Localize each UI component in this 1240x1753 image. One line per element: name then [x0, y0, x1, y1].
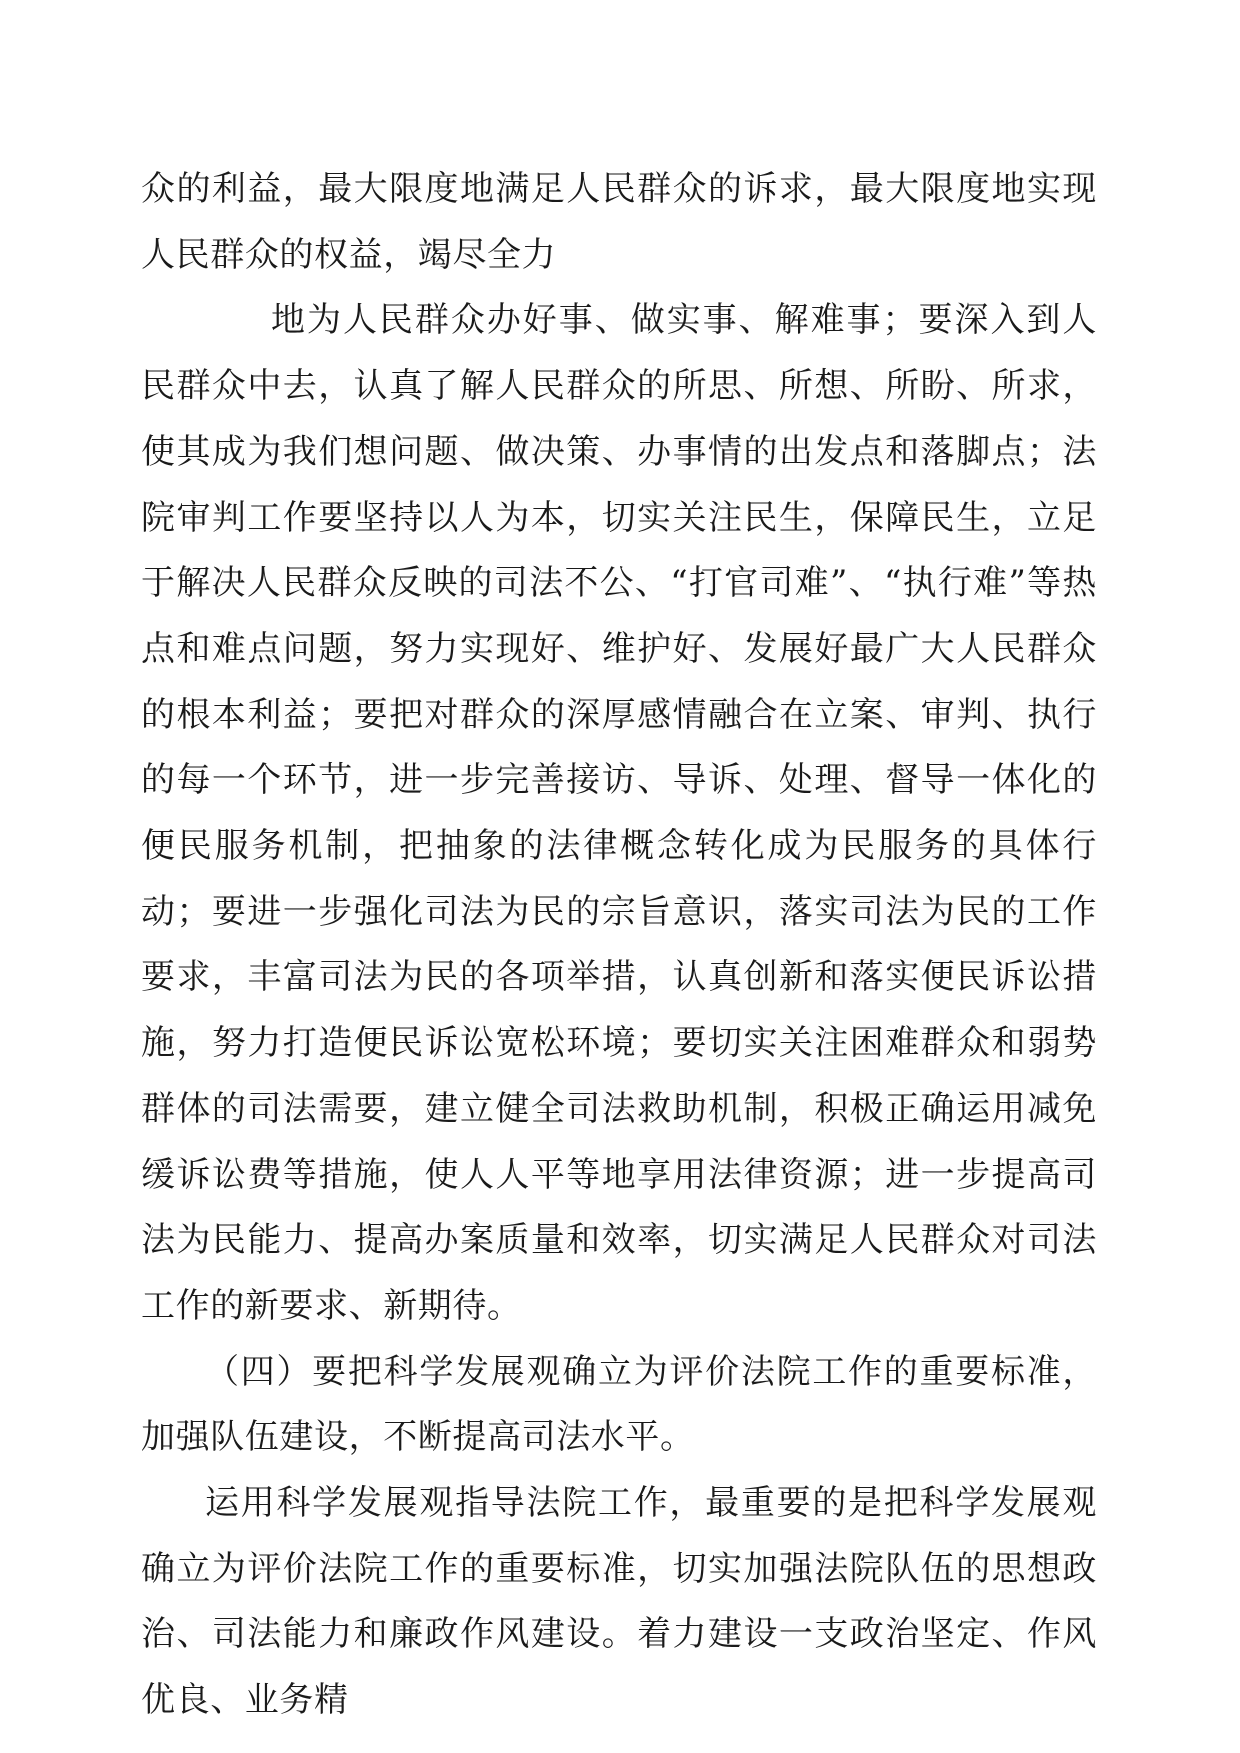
- paragraph-people-service: 地为人民群众办好事、做实事、解难事；要深入到人民群众中去，认真了解人民群众的所思、所想、所盼、所求，使其成为我们想问题、做决策、办事情的出发点和落脚点；法院审判工作要坚持以人为本，切实关注民生，保障民生，立足于解决人民群众反映的司法不公、“打官司难”、“执行难”等热点和难点问题，努力实现好、维护好、发展好最广大人民群众的根本利益；要把对群众的深厚感情融合在立案、审判、执行的每一个环节，进一步完善接访、导诉、处理、督导一体化的便民服务机制，把抽象的法律概念转化成为民服务的具体行动；要进一步强化司法为民的宗旨意识，落实司法为民的工作要求，丰富司法为民的各项举措，认真创新和落实便民诉讼措施，努力打造便民诉讼宽松环境；要切实关注困难群众和弱势群体的司法需要，建立健全司法救助机制，积极正确运用减免缓诉讼费等措施，使人人平等地享用法律资源；进一步提高司法为民能力、提高办案质量和效率，切实满足人民群众对司法工作的新要求、新期待。: [141, 300, 1097, 1326]
- document-body: [141, 157, 1097, 1734]
- section-heading-four: （四）要把科学发展观确立为评价法院工作的重要标准，加强队伍建设，不断提高司法水平。: [141, 1351, 1097, 1458]
- paragraph-continuation: 众的利益，最大限度地满足人民群众的诉求，最大限度地实现人民群众的权益，竭尽全力: [141, 169, 1097, 275]
- paragraph-scientific-development: 运用科学发展观指导法院工作，最重要的是把科学发展观确立为评价法院工作的重要标准，切实加强法院队伍的思想政治、司法能力和廉政作风建设。着力建设一支政治坚定、作风优良、业务精: [141, 1483, 1097, 1721]
